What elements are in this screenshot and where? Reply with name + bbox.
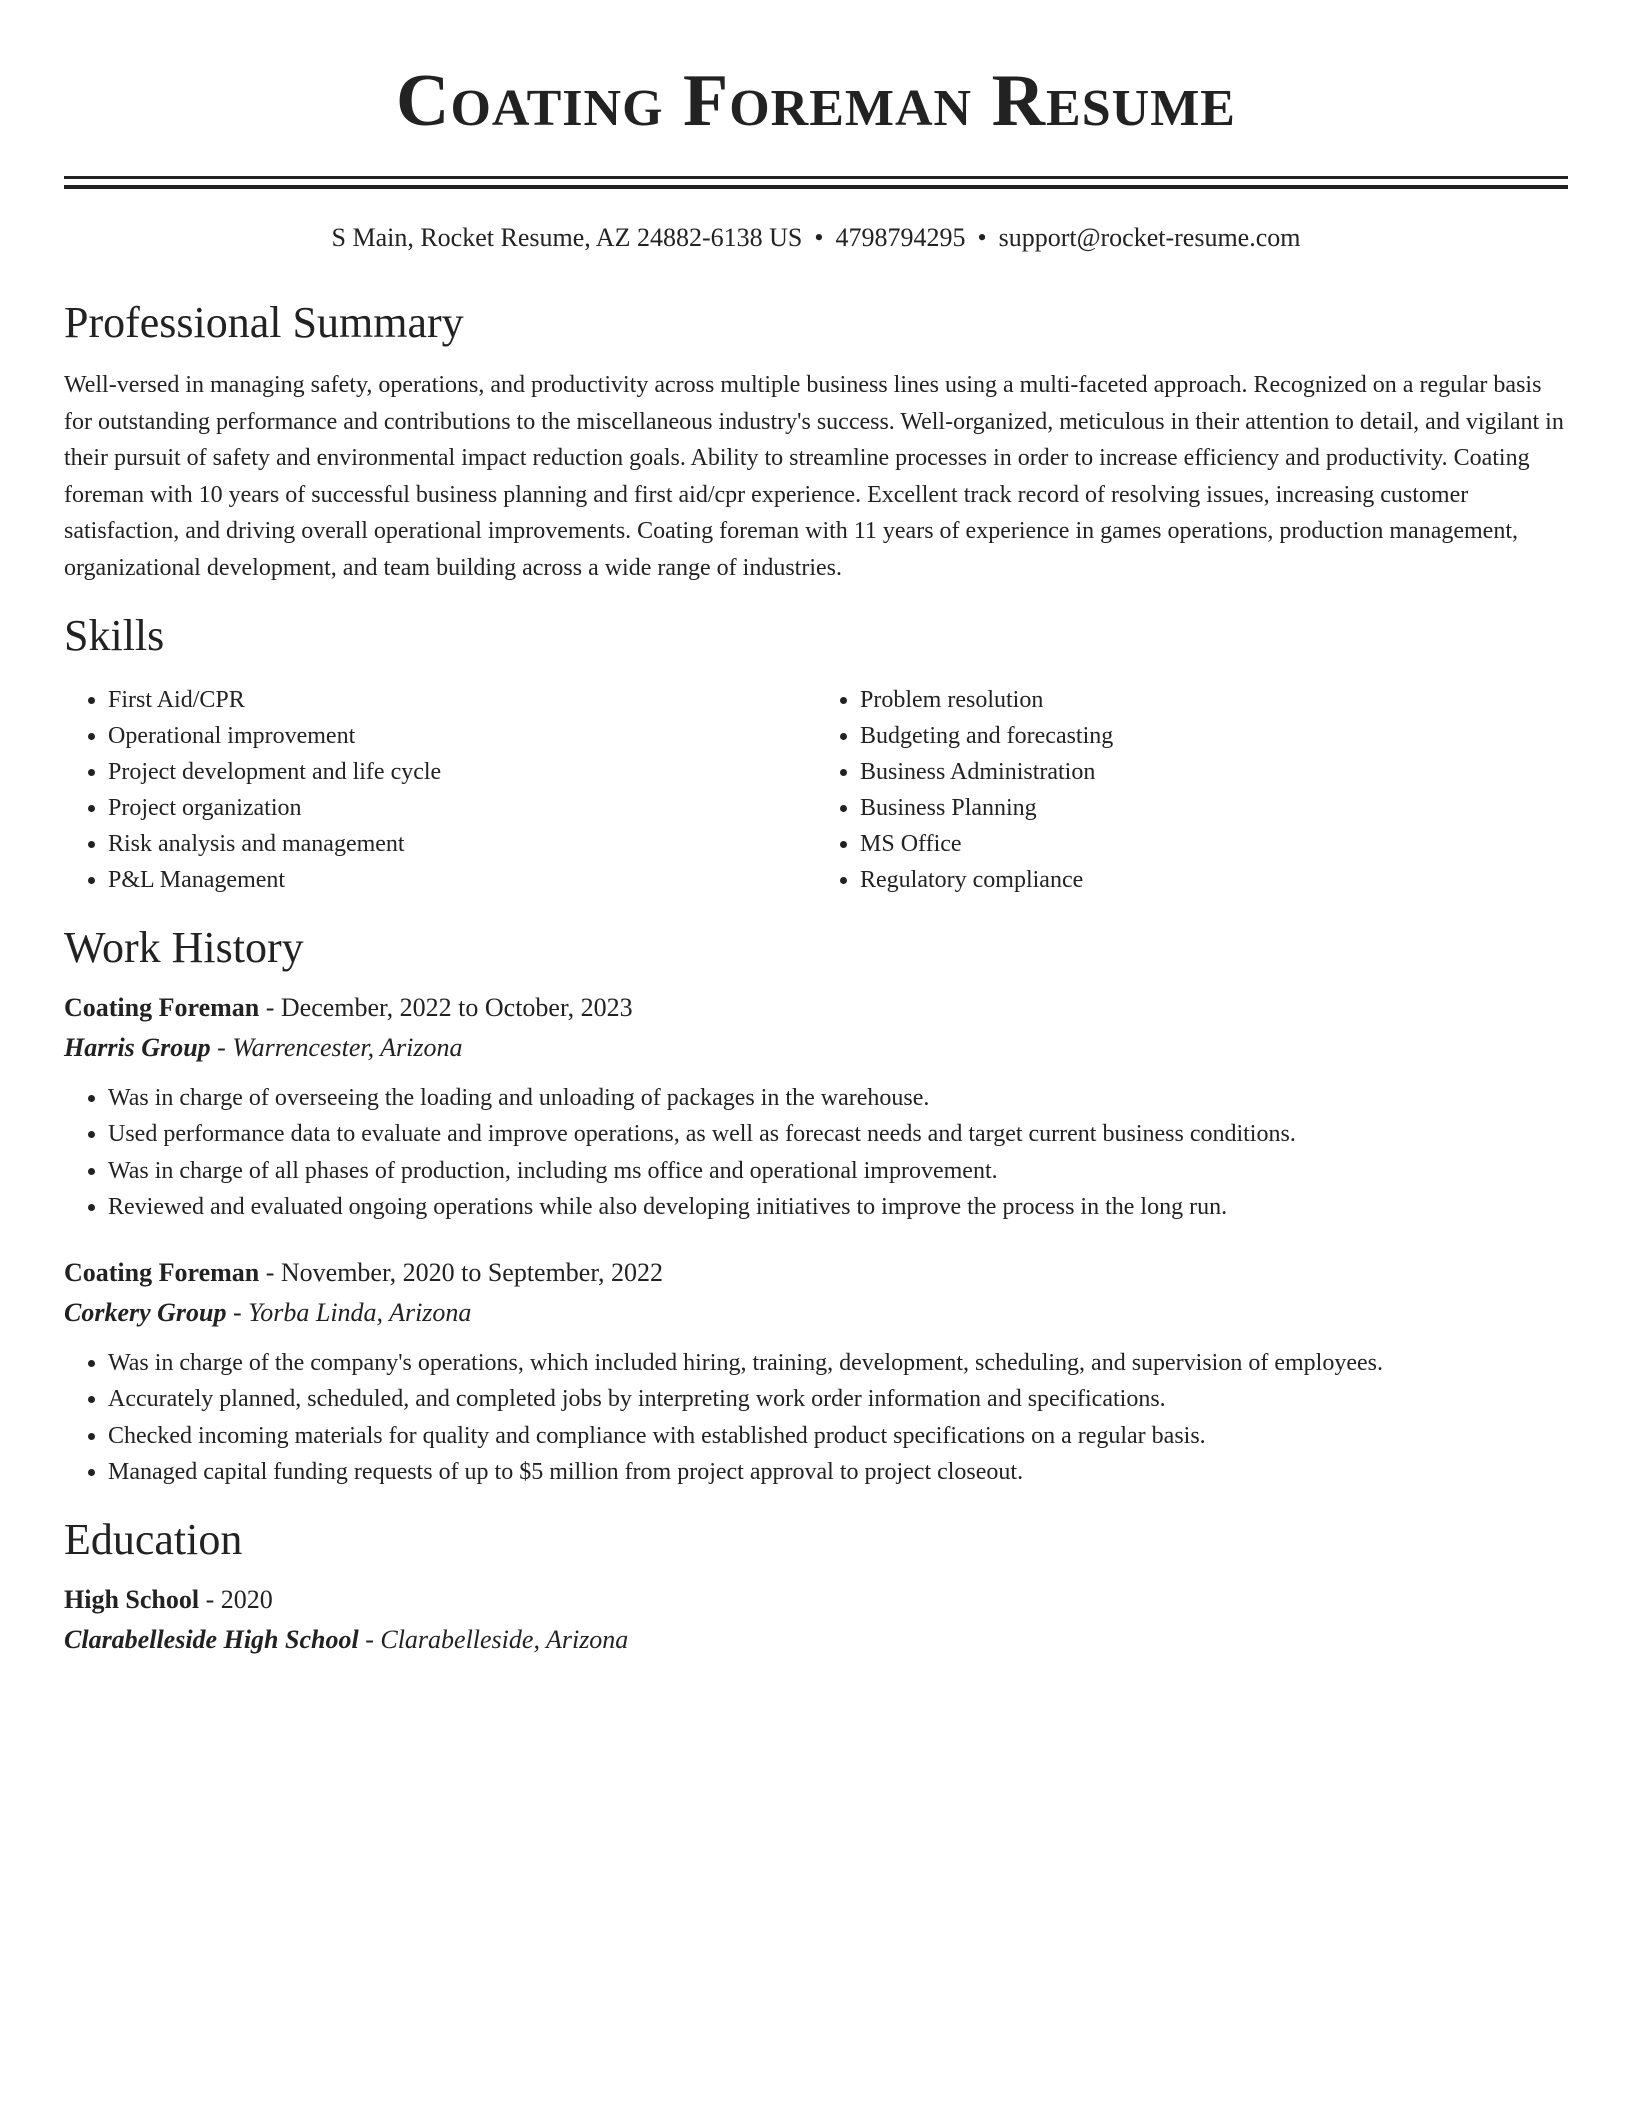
- education-heading: Education: [64, 1515, 243, 1565]
- summary-heading: Professional Summary: [64, 298, 464, 347]
- skill-item: • Operational improvement: [108, 718, 816, 754]
- contact-address: S Main, Rocket Resume, AZ 24882-6138 US: [331, 223, 803, 252]
- duty-item: • Managed capital funding requests of up to $5 million from project approval to project closeout.: [108, 1454, 1568, 1490]
- degree-name: High School: [64, 1585, 200, 1615]
- school-location: - Clarabelleside, Arizona: [358, 1625, 629, 1655]
- company-line: [64, 1030, 1568, 1066]
- degree-line: [64, 1582, 1568, 1618]
- company-location: - Yorba Linda, Arizona: [226, 1298, 472, 1328]
- job-dates: - December, 2022 to October, 2023: [259, 993, 633, 1022]
- job-entry: [64, 1255, 1568, 1490]
- work-history-heading: Work History: [64, 923, 304, 972]
- skill-item: • Project development and life cycle: [108, 754, 816, 790]
- job-title-line: [64, 1255, 1568, 1291]
- contact-line: [64, 221, 1568, 255]
- skill-item: • Risk analysis and management: [108, 826, 816, 862]
- duty-item: • Used performance data to evaluate and improve operations, as well as forecast needs and target current business conditions.: [108, 1116, 1568, 1152]
- job-title: Coating Foreman: [64, 1258, 260, 1288]
- school-name: Clarabelleside High School: [64, 1625, 359, 1655]
- skill-item: • P&L Management: [108, 862, 816, 898]
- skills-column-right: [816, 682, 1568, 898]
- company-line: [64, 1295, 1568, 1331]
- school-line: [64, 1622, 1568, 1658]
- job-title-line: [64, 990, 1568, 1026]
- skill-item: • Budgeting and forecasting: [860, 718, 1568, 754]
- degree-year: - 2020: [199, 1585, 273, 1615]
- job-title: Coating Foreman: [64, 993, 260, 1022]
- duty-item: • Was in charge of all phases of production, including ms office and operational improvement.: [108, 1153, 1568, 1189]
- duty-item: • Was in charge of the company's operations, which included hiring, training, development, scheduling, and supervision of employees.: [108, 1345, 1568, 1381]
- contact-phone: 4798794295: [835, 223, 966, 252]
- contact-email: support@rocket-resume.com: [998, 223, 1301, 252]
- duty-list: [64, 1345, 1568, 1490]
- company-location: - Warrencester, Arizona: [210, 1033, 463, 1062]
- contact-separator: •: [977, 223, 987, 252]
- skills-list: [64, 682, 1568, 898]
- resume-title: Coating Foreman Resume: [396, 60, 1236, 142]
- title-divider-top: [64, 176, 1568, 179]
- skill-item: • MS Office: [860, 826, 1568, 862]
- job-dates: - November, 2020 to September, 2022: [259, 1258, 663, 1288]
- company-name: Corkery Group: [64, 1298, 227, 1328]
- duty-list: [64, 1080, 1568, 1225]
- skills-column-left: [64, 682, 816, 898]
- duty-item: • Accurately planned, scheduled, and completed jobs by interpreting work order information and specifications.: [108, 1381, 1568, 1417]
- duty-item: • Was in charge of overseeing the loading and unloading of packages in the warehouse.: [108, 1080, 1568, 1116]
- skills-heading: Skills: [64, 611, 165, 660]
- skill-item: • Problem resolution: [860, 682, 1568, 718]
- skill-item: • First Aid/CPR: [108, 682, 816, 718]
- job-entry: [64, 990, 1568, 1225]
- duty-item: • Reviewed and evaluated ongoing operations while also developing initiatives to improve the process in the long run.: [108, 1189, 1568, 1225]
- duty-item: • Checked incoming materials for quality and compliance with established product specifications on a regular basis.: [108, 1418, 1568, 1454]
- skill-item: • Business Planning: [860, 790, 1568, 826]
- contact-separator: •: [814, 223, 824, 252]
- company-name: Harris Group: [64, 1033, 211, 1062]
- title-divider-bottom: [64, 185, 1568, 189]
- skill-item: • Project organization: [108, 790, 816, 826]
- skill-item: • Regulatory compliance: [860, 862, 1568, 898]
- summary-text: Well-versed in managing safety, operations, and productivity across multiple business lines using a multi-faceted approach. Recognized on a regular basis for outstanding performance and contributions to the miscellaneous industry's success. Well-organized, meticulous in their attention to detail, and vigilant in their pursuit of safety and environmental impact reduction goals. Ability to streamline processes in order to increase efficiency and productivity. Coating foreman with 10 years of successful business planning and first aid/cpr experience. Excellent track record of resolving issues, increasing customer satisfaction, and driving overall operational improvements. Coating foreman with 11 years of experience in games operations, production management, organizational development, and team building across a wide range of industries.: [64, 372, 1564, 581]
- skill-item: • Business Administration: [860, 754, 1568, 790]
